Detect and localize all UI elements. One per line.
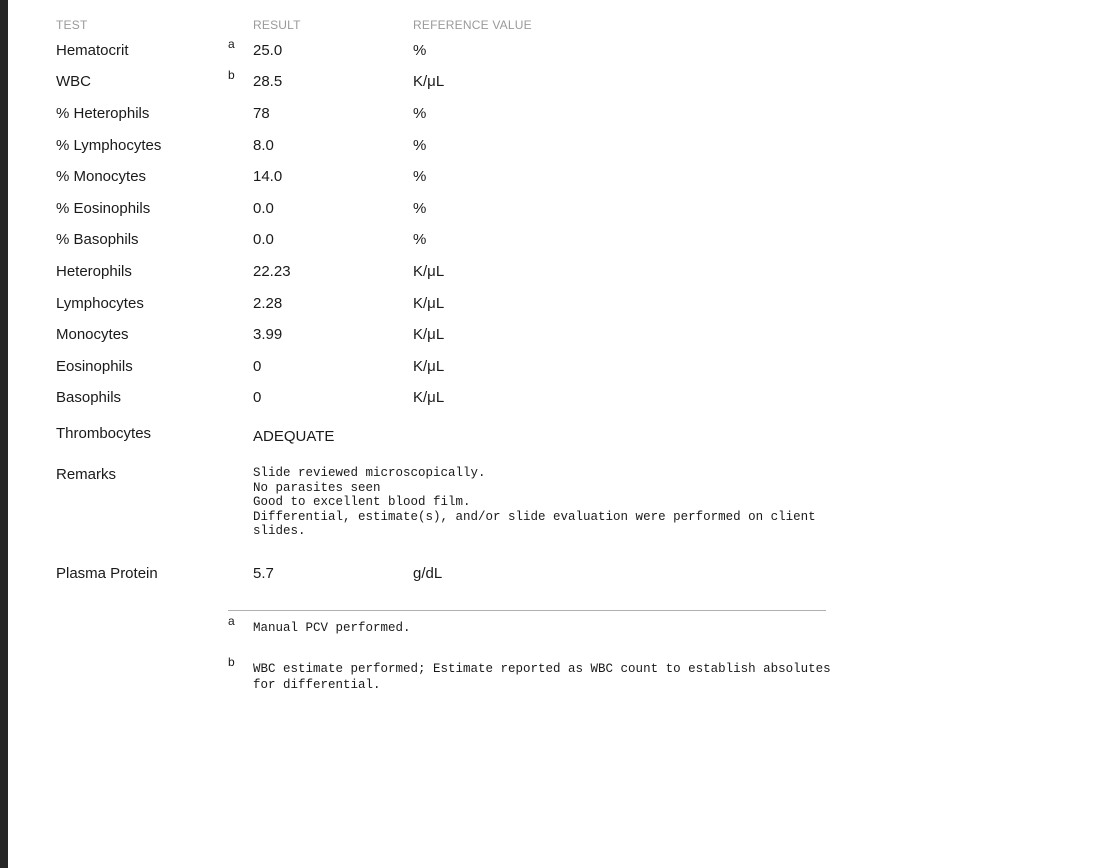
test-name: % Lymphocytes <box>56 137 162 154</box>
test-result: ADEQUATE <box>253 428 335 445</box>
remarks-line: Differential, estimate(s), and/or slide evaluation were performed on client <box>253 509 816 524</box>
table-row <box>0 166 1102 188</box>
table-row <box>0 135 1102 157</box>
test-result: 5.7 <box>253 565 274 582</box>
table-row <box>0 324 1102 346</box>
footnote-mark: b <box>228 655 235 669</box>
test-name: Thrombocytes <box>56 425 152 442</box>
remarks-line: Good to excellent blood film. <box>253 495 471 509</box>
test-result: 78 <box>253 105 270 122</box>
test-unit: % <box>413 200 427 217</box>
test-unit: % <box>413 137 427 154</box>
table-row <box>0 423 1102 445</box>
footnote-divider <box>228 610 826 611</box>
test-name: Hematocrit <box>56 42 129 59</box>
table-row <box>0 103 1102 125</box>
test-result: 0.0 <box>253 200 274 217</box>
table-row <box>0 37 1102 62</box>
header-reference-value: REFERENCE VALUE <box>413 18 532 32</box>
test-name: Heterophils <box>56 263 132 280</box>
test-name: Eosinophils <box>56 358 133 375</box>
test-name: Basophils <box>56 389 122 406</box>
test-result: 25.0 <box>253 42 283 59</box>
test-result: 14.0 <box>253 168 283 185</box>
test-result: 0 <box>253 358 262 375</box>
test-unit: % <box>413 105 427 122</box>
test-unit: K/μL <box>413 389 445 406</box>
table-row <box>0 356 1102 378</box>
footnote-text <box>253 620 411 636</box>
test-result: 0 <box>253 389 262 406</box>
test-unit: K/μL <box>413 326 445 343</box>
test-result: 0.0 <box>253 231 274 248</box>
footnote-text <box>253 661 831 693</box>
footnote-line: Manual PCV performed. <box>253 621 411 635</box>
table-row-plasma-protein <box>0 563 1102 585</box>
footnote-line: WBC estimate performed; Estimate reported as WBC count to establish absolutes <box>253 662 831 676</box>
footnote-flag: b <box>228 68 235 82</box>
test-result: 3.99 <box>253 326 283 343</box>
test-unit: % <box>413 42 427 59</box>
footnote-mark: a <box>228 614 235 628</box>
test-result: 28.5 <box>253 73 283 90</box>
test-unit: K/μL <box>413 263 445 280</box>
test-unit: K/μL <box>413 358 445 375</box>
test-unit: g/dL <box>413 565 443 582</box>
test-result: 2.28 <box>253 295 283 312</box>
test-unit: K/μL <box>413 73 445 90</box>
footnote-line: for differential. <box>253 678 381 692</box>
table-row <box>0 229 1102 251</box>
test-unit: K/μL <box>413 295 445 312</box>
test-unit: % <box>413 168 427 185</box>
remarks-line: No parasites seen <box>253 480 381 495</box>
table-row <box>0 261 1102 283</box>
test-result: 8.0 <box>253 137 274 154</box>
header-result: RESULT <box>253 18 301 32</box>
test-result: 22.23 <box>253 263 291 280</box>
footnote-flag: a <box>228 37 235 51</box>
remarks-text <box>253 466 853 539</box>
test-name: Monocytes <box>56 326 129 343</box>
test-name: % Basophils <box>56 231 139 248</box>
test-name: % Eosinophils <box>56 200 151 217</box>
table-row <box>0 387 1102 409</box>
test-name: WBC <box>56 73 91 90</box>
test-name: Lymphocytes <box>56 295 144 312</box>
table-row <box>0 198 1102 220</box>
table-row <box>0 293 1102 315</box>
remarks-line: Slide reviewed microscopically. <box>253 466 486 480</box>
header-test: TEST <box>56 18 88 32</box>
remarks-label: Remarks <box>56 466 117 483</box>
test-name: % Heterophils <box>56 105 150 122</box>
remarks-line: slides. <box>253 524 306 538</box>
test-unit: % <box>413 231 427 248</box>
test-name: % Monocytes <box>56 168 147 185</box>
test-name: Plasma Protein <box>56 565 158 582</box>
table-row <box>0 68 1102 93</box>
